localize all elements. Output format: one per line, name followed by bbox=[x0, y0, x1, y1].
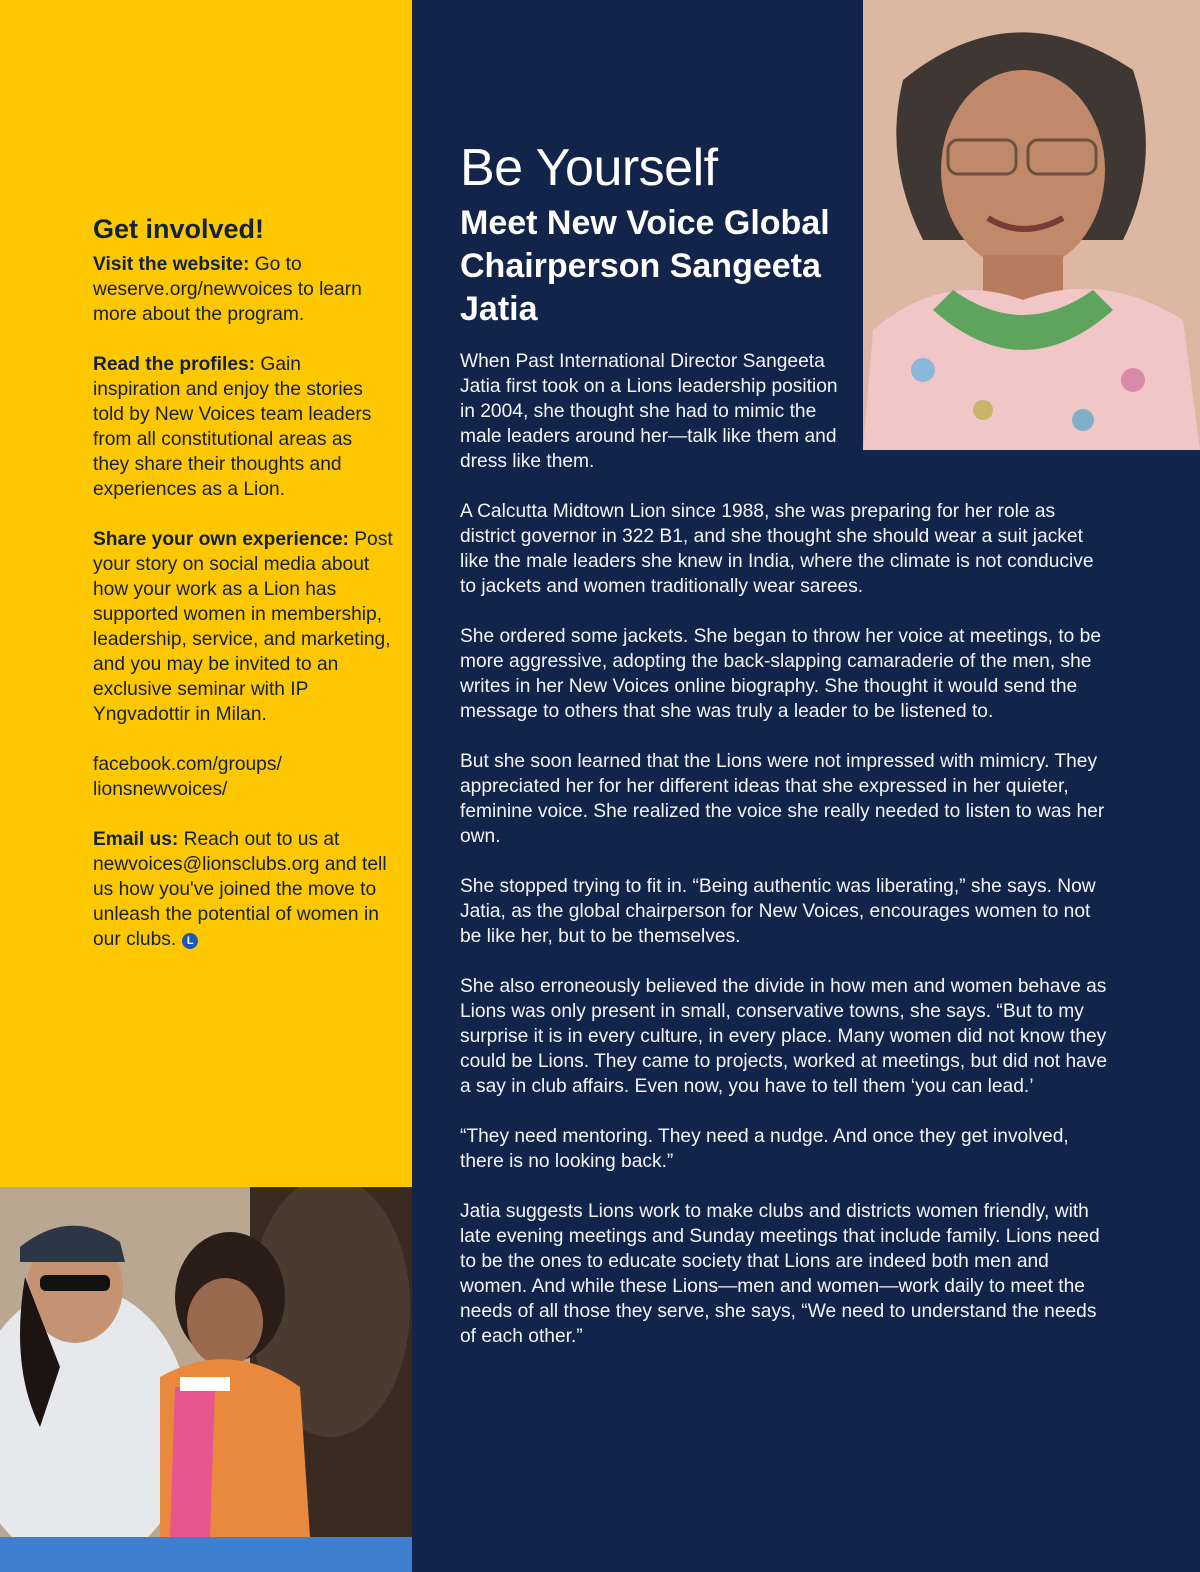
sidebar-section-profiles bbox=[93, 352, 393, 502]
sidebar-section-facebook bbox=[93, 752, 393, 802]
sidebar-heading: Get involved! bbox=[93, 214, 265, 244]
sidebar-section-share bbox=[93, 527, 393, 727]
bottom-accent-bar bbox=[0, 1537, 412, 1572]
sidebar-section-email bbox=[93, 827, 393, 952]
article-paragraph: When Past International Director Sangeeta Jatia first took on a Lions leadership position in 2004, she thought she had to mimic the male leaders around her—talk like them and dress like them. bbox=[460, 351, 838, 472]
facebook-link[interactable]: facebook.com/groups/ lionsnewvoices/ bbox=[93, 754, 282, 800]
article-title: Be Yourself bbox=[460, 139, 718, 197]
article-paragraph: She ordered some jackets. She began to throw her voice at meetings, to be more aggressive, adopting the back-slapping camaraderie of the men, she writes in her New Voices online biography. She thought it would send the message to others that she was truly a leader to be listened to. bbox=[460, 626, 1102, 722]
article-paragraph: Jatia suggests Lions work to make clubs and districts women friendly, with late evening meetings and Sunday meetings that include family. Lions need to be the ones to educate society that Lions are indeed both men and women. And while these Lions—men and women—work daily to meet the needs of all those they serve, she says, “We need to understand the needs of each other.” bbox=[460, 1201, 1100, 1347]
section-text: Reach out to us at newvoices@lionsclubs.org and tell us how you've joined the move to unleash the potential of women in our clubs. bbox=[93, 829, 387, 950]
article bbox=[460, 138, 1110, 1374]
article-paragraph: A Calcutta Midtown Lion since 1988, she was preparing for her role as district governor in 322 B1, and she thought she should wear a suit jacket like the male leaders she knew in India, where the climate is not conducive to jackets and women traditionally wear sarees. bbox=[460, 501, 1094, 597]
section-label: Read the profiles: bbox=[93, 354, 256, 375]
article-paragraph: “They need mentoring. They need a nudge. And once they get involved, there is no looking back.” bbox=[460, 1126, 1069, 1172]
section-label: Email us: bbox=[93, 829, 179, 850]
section-label: Share your own experience: bbox=[93, 529, 349, 550]
article-subtitle: Meet New Voice Global Chairperson Sangeeta Jatia bbox=[460, 204, 830, 328]
sidebar-section-website bbox=[93, 252, 393, 327]
section-text: Go to weserve.org/newvoices to learn more about the program. bbox=[93, 254, 362, 325]
lions-end-mark-icon: L bbox=[182, 933, 198, 949]
article-paragraph: But she soon learned that the Lions were not impressed with mimicry. They appreciated her for her different ideas that she expressed in her quieter, feminine voice. She realized the voice she really needed to listen to was her own. bbox=[460, 751, 1105, 847]
section-label: Visit the website: bbox=[93, 254, 250, 275]
volunteer-photo bbox=[0, 1187, 412, 1537]
get-involved-sidebar bbox=[93, 212, 393, 977]
article-paragraph: She stopped trying to fit in. “Being authentic was liberating,” she says. Now Jatia, as the global chairperson for New Voices, encourages women to not be like her, but to be themselves. bbox=[460, 876, 1096, 947]
section-text: Post your story on social media about how your work as a Lion has supported women in membership, leadership, service, and marketing, and you may be invited to an exclusive seminar with IP Yngvadottir in Milan. bbox=[93, 529, 393, 725]
section-text: Gain inspiration and enjoy the stories told by New Voices team leaders from all constitutional areas as they share their thoughts and experiences as a Lion. bbox=[93, 354, 372, 500]
article-paragraph: She also erroneously believed the divide in how men and women behave as Lions was only present in small, conservative towns, she says. “But to my surprise it is in every culture, in every place. Many women did not know they could be Lions. They came to projects, worked at meetings, but did not have a say in club affairs. Even now, you have to tell them ‘you can lead.’ bbox=[460, 976, 1108, 1097]
